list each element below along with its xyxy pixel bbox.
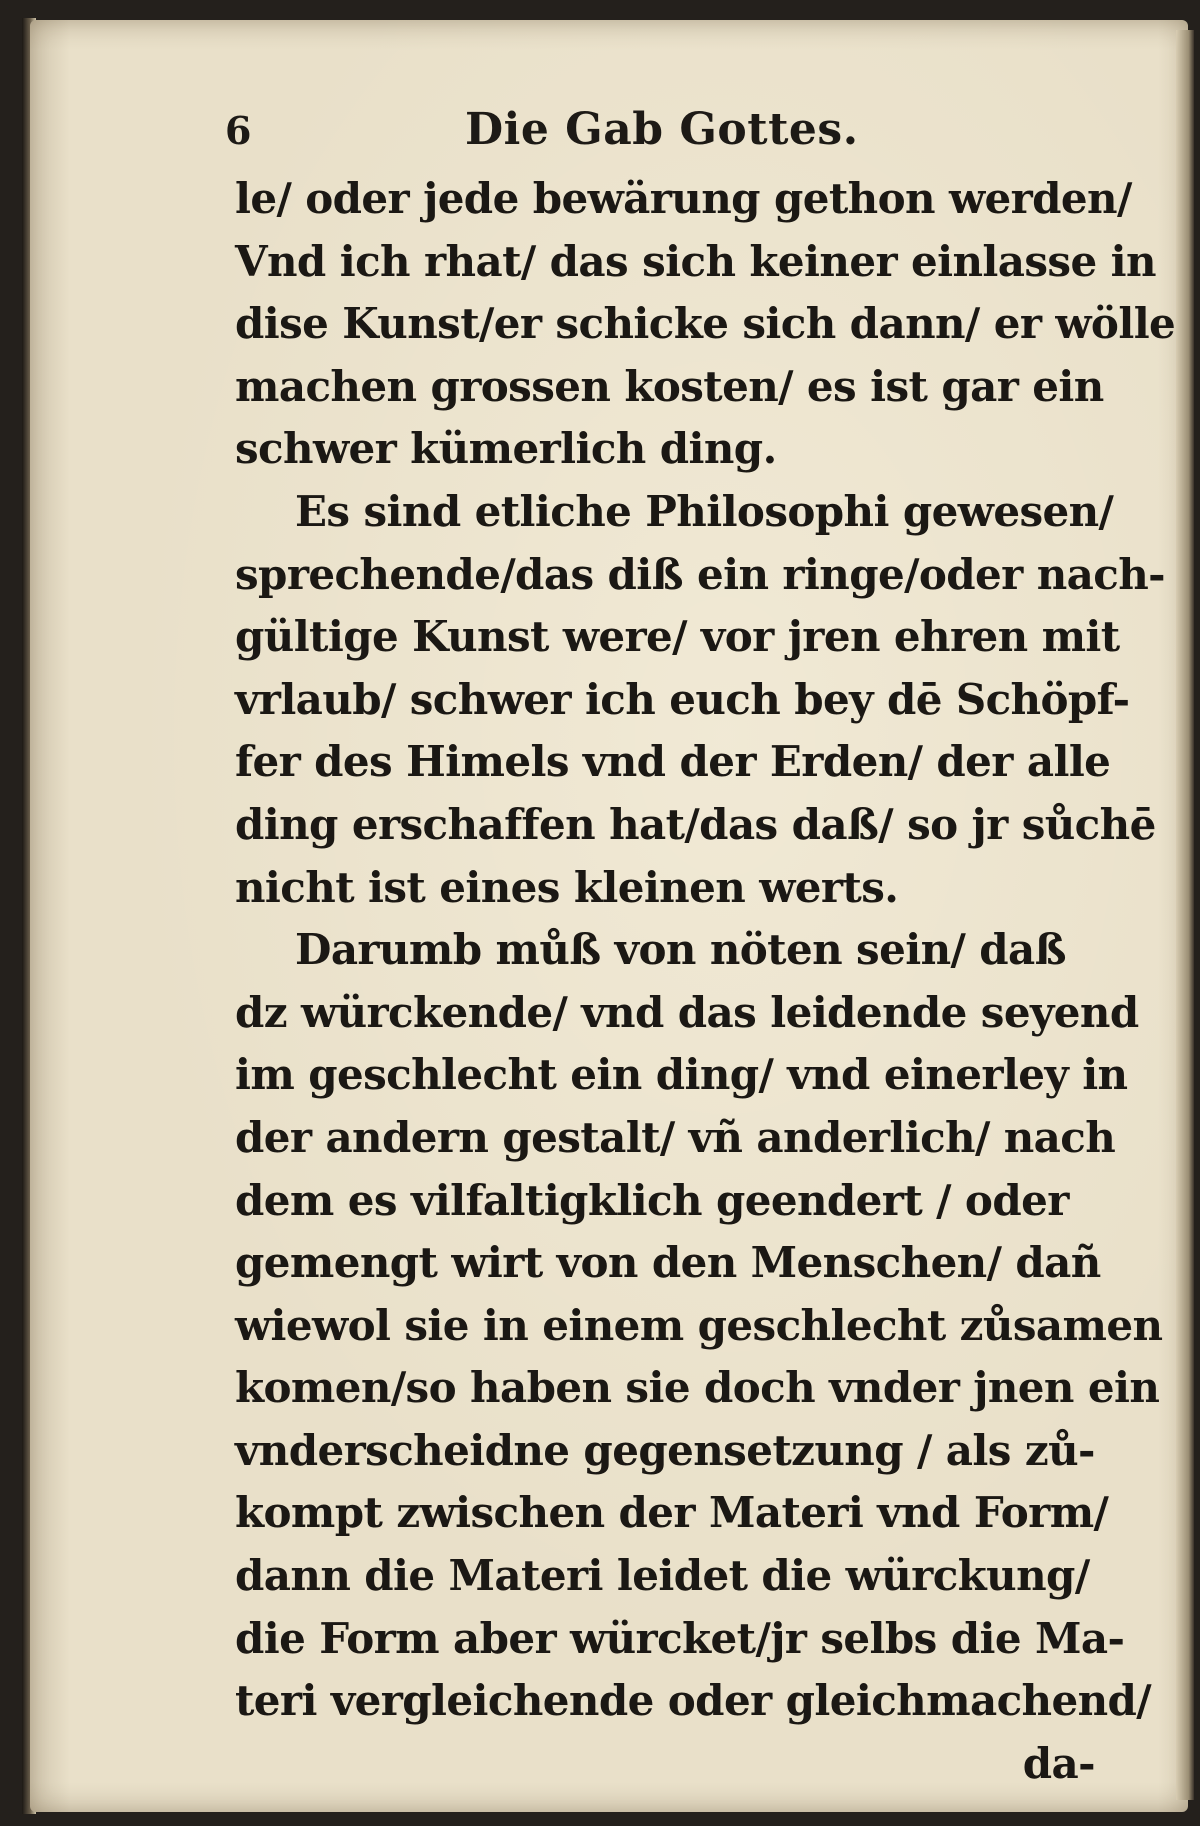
- text-line: schwer kümerlich ding.: [235, 424, 777, 474]
- text-line: vrlaub/ schwer ich euch bey dē Schöpf-: [235, 674, 1130, 724]
- running-head: Die Gab Gottes.: [465, 104, 859, 155]
- text-line: Es sind etliche Philosophi gewesen/: [295, 486, 1114, 536]
- text-line: nicht ist eines kleinen werts.: [235, 862, 899, 912]
- text-line: vnderscheidne gegensetzung / als zů-: [235, 1425, 1095, 1475]
- text-line: dz würckende/ vnd das leidende seyend: [235, 987, 1139, 1037]
- text-line: wiewol sie in einem geschlecht zůsamen: [235, 1300, 1163, 1350]
- text-line: le/ oder jede bewärung gethon werden/: [235, 174, 1132, 223]
- text-line: dise Kunst/er schicke sich dann/ er wölle: [235, 299, 1176, 349]
- page-header: [225, 104, 1095, 164]
- text-line: ding erschaffen hat/das daß/ so jr sůchē: [235, 799, 1156, 849]
- text-line: Darumb můß von nöten sein/ daß: [295, 925, 1066, 975]
- text-line: sprechende/das diß ein ringe/oder nach-: [235, 549, 1165, 599]
- text-line: fer des Himels vnd der Erden/ der alle: [235, 737, 1111, 787]
- text-line: dann die Materi leidet die würckung/: [235, 1551, 1090, 1601]
- text-line: Vnd ich rhat/ das sich keiner einlasse in: [235, 236, 1156, 286]
- text-line: gemengt wirt von den Menschen/ dañ: [235, 1238, 1101, 1288]
- text-line: komen/so haben sie doch vnder jnen ein: [235, 1363, 1160, 1413]
- text-line: kompt zwischen der Materi vnd Form/: [235, 1488, 1109, 1538]
- text-line: die Form aber würcket/jr selbs die Ma-: [235, 1613, 1125, 1663]
- text-line: machen grossen kosten/ es ist gar ein: [235, 361, 1104, 411]
- page-edge: [1176, 30, 1194, 1800]
- text-line: der andern gestalt/ vñ anderlich/ nach: [235, 1112, 1116, 1162]
- text-line: gültige Kunst were/ vor jren ehren mit: [235, 612, 1120, 662]
- text-line: im geschlecht ein ding/ vnd einerley in: [235, 1050, 1128, 1100]
- body-text: [235, 168, 1176, 1795]
- text-line: dem es vilfaltigklich geendert / oder: [235, 1175, 1069, 1225]
- page-number: 6: [225, 108, 252, 153]
- text-line: teri vergleichende oder gleichmachend/: [235, 1676, 1152, 1726]
- catchword: da-: [1022, 1738, 1095, 1788]
